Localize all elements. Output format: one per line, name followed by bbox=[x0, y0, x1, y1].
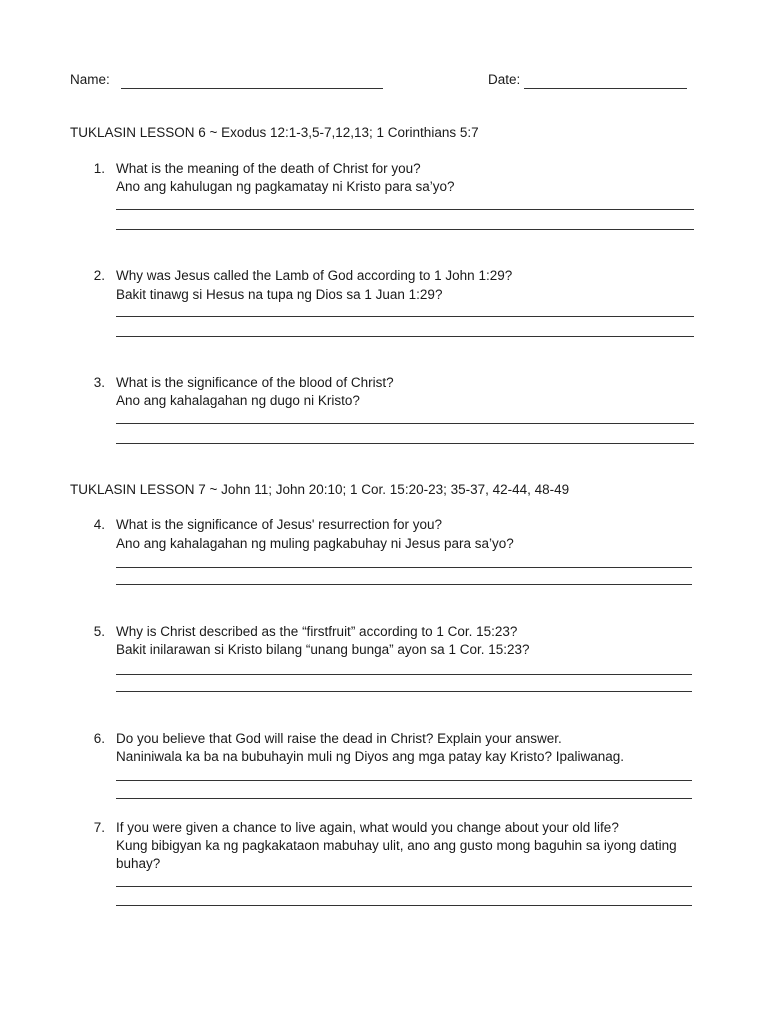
answer-line[interactable] bbox=[116, 905, 692, 906]
question-text-en: What is the meaning of the death of Christ for you? bbox=[116, 161, 421, 176]
answer-line[interactable] bbox=[116, 423, 694, 424]
question-number: 3. bbox=[93, 375, 105, 390]
question-text-tl: Ano ang kahulugan ng pagkamatay ni Kristo para sa’yo? bbox=[116, 179, 455, 194]
question-text-tl: Kung bibigyan ka ng pagkakataon mabuhay ulit, ano ang gusto mong baguhin sa iyong dating bbox=[116, 838, 677, 853]
answer-line[interactable] bbox=[116, 674, 692, 675]
question-number: 4. bbox=[93, 517, 105, 532]
question-text-tl: Naniniwala ka ba na bubuhayin muli ng Diyos ang mga patay kay Kristo? Ipaliwanag. bbox=[116, 749, 625, 764]
date-blank[interactable] bbox=[524, 88, 687, 89]
question-number: 2. bbox=[93, 268, 105, 283]
answer-line[interactable] bbox=[116, 336, 694, 337]
answer-line[interactable] bbox=[116, 798, 692, 799]
question-text-tl: Bakit inilarawan si Kristo bilang “unang bunga” ayon sa 1 Cor. 15:23? bbox=[116, 642, 530, 657]
question-text-en: What is the significance of Jesus' resurrection for you? bbox=[116, 517, 442, 532]
answer-line[interactable] bbox=[116, 691, 692, 692]
question-text-tl: Bakit tinawg si Hesus na tupa ng Dios sa 1 Juan 1:29? bbox=[116, 287, 443, 302]
question-number: 7. bbox=[93, 820, 105, 835]
question-text-en: Why is Christ described as the “firstfruit” according to 1 Cor. 15:23? bbox=[116, 624, 518, 639]
question-text-en: What is the significance of the blood of Christ? bbox=[116, 375, 394, 390]
answer-line[interactable] bbox=[116, 584, 692, 585]
answer-line[interactable] bbox=[116, 443, 694, 444]
question-text-tl: Ano ang kahalagahan ng muling pagkabuhay ni Jesus para sa’yo? bbox=[116, 536, 514, 551]
name-blank[interactable] bbox=[121, 88, 383, 89]
name-label: Name: bbox=[70, 72, 110, 87]
answer-line[interactable] bbox=[116, 316, 694, 317]
question-number: 6. bbox=[93, 731, 105, 746]
question-number: 5. bbox=[93, 624, 105, 639]
question-text-tl-continued: buhay? bbox=[116, 856, 161, 871]
answer-line[interactable] bbox=[116, 229, 694, 230]
answer-line[interactable] bbox=[116, 209, 694, 210]
lesson-7-title: TUKLASIN LESSON 7 ~ John 11; John 20:10; 1 Cor. 15:20-23; 35-37, 42-44, 48-49 bbox=[70, 482, 570, 497]
answer-line[interactable] bbox=[116, 567, 692, 568]
question-number: 1. bbox=[93, 161, 105, 176]
answer-line[interactable] bbox=[116, 780, 692, 781]
question-text-en: Do you believe that God will raise the dead in Christ? Explain your answer. bbox=[116, 731, 562, 746]
question-text-tl: Ano ang kahalagahan ng dugo ni Kristo? bbox=[116, 393, 360, 408]
lesson-6-title: TUKLASIN LESSON 6 ~ Exodus 12:1-3,5-7,12,13; 1 Corinthians 5:7 bbox=[70, 125, 479, 140]
question-text-en: Why was Jesus called the Lamb of God according to 1 John 1:29? bbox=[116, 268, 513, 283]
question-text-en: If you were given a chance to live again, what would you change about your old life? bbox=[116, 820, 619, 835]
date-label: Date: bbox=[488, 72, 521, 87]
answer-line[interactable] bbox=[116, 886, 692, 887]
